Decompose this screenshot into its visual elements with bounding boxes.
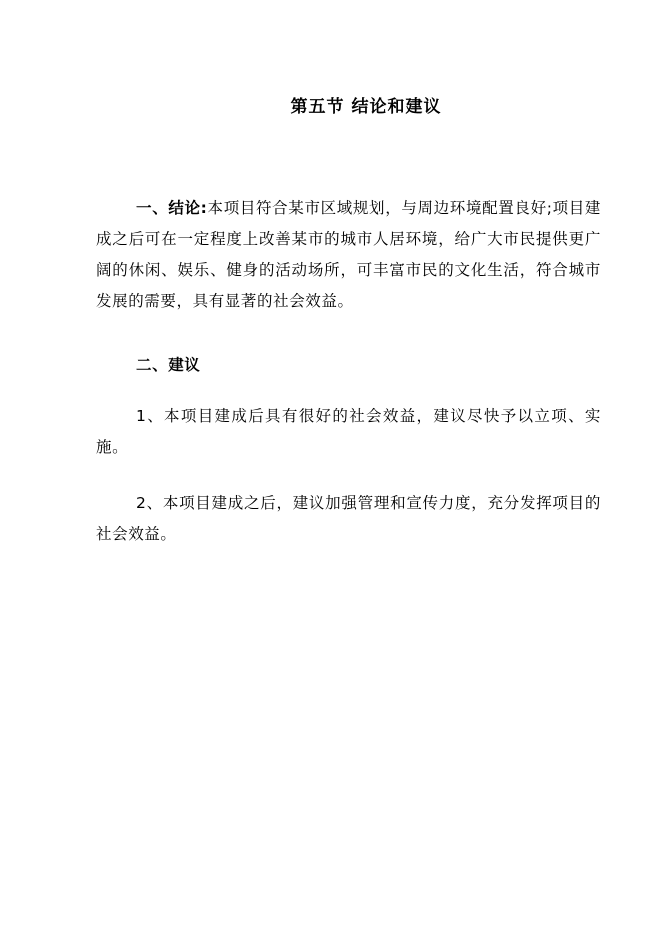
suggestion-heading: 二、建议	[136, 356, 201, 374]
suggestion-heading-block	[96, 350, 601, 381]
suggestion-item-1	[96, 401, 601, 463]
suggestion-item-2-number: 2	[136, 494, 147, 512]
conclusion-text: 本项目符合某市区域规划，与周边环境配置良好;项目建成之后可在一定程度上改善某市的城市人居环境，给广大市民提供更广阔的休闲、娱乐、健身的活动场所，可丰富市民的文化生活，符合城市发展的需要，具有显著的社会效益。	[96, 199, 601, 310]
conclusion-paragraph	[96, 193, 601, 317]
suggestion-item-1-text: 、本项目建成后具有很好的社会效益，建议尽快予以立项、实施。	[96, 407, 601, 456]
conclusion-colon: :	[200, 199, 208, 217]
suggestion-item-2	[96, 488, 601, 550]
conclusion-heading: 一、结论	[136, 199, 201, 217]
suggestion-item-1-number: 1	[136, 407, 147, 425]
section-title: 第五节 结论和建议	[290, 97, 442, 117]
suggestion-item-2-text: 、本项目建成之后，建议加强管理和宣传力度，充分发挥项目的社会效益。	[96, 494, 601, 543]
